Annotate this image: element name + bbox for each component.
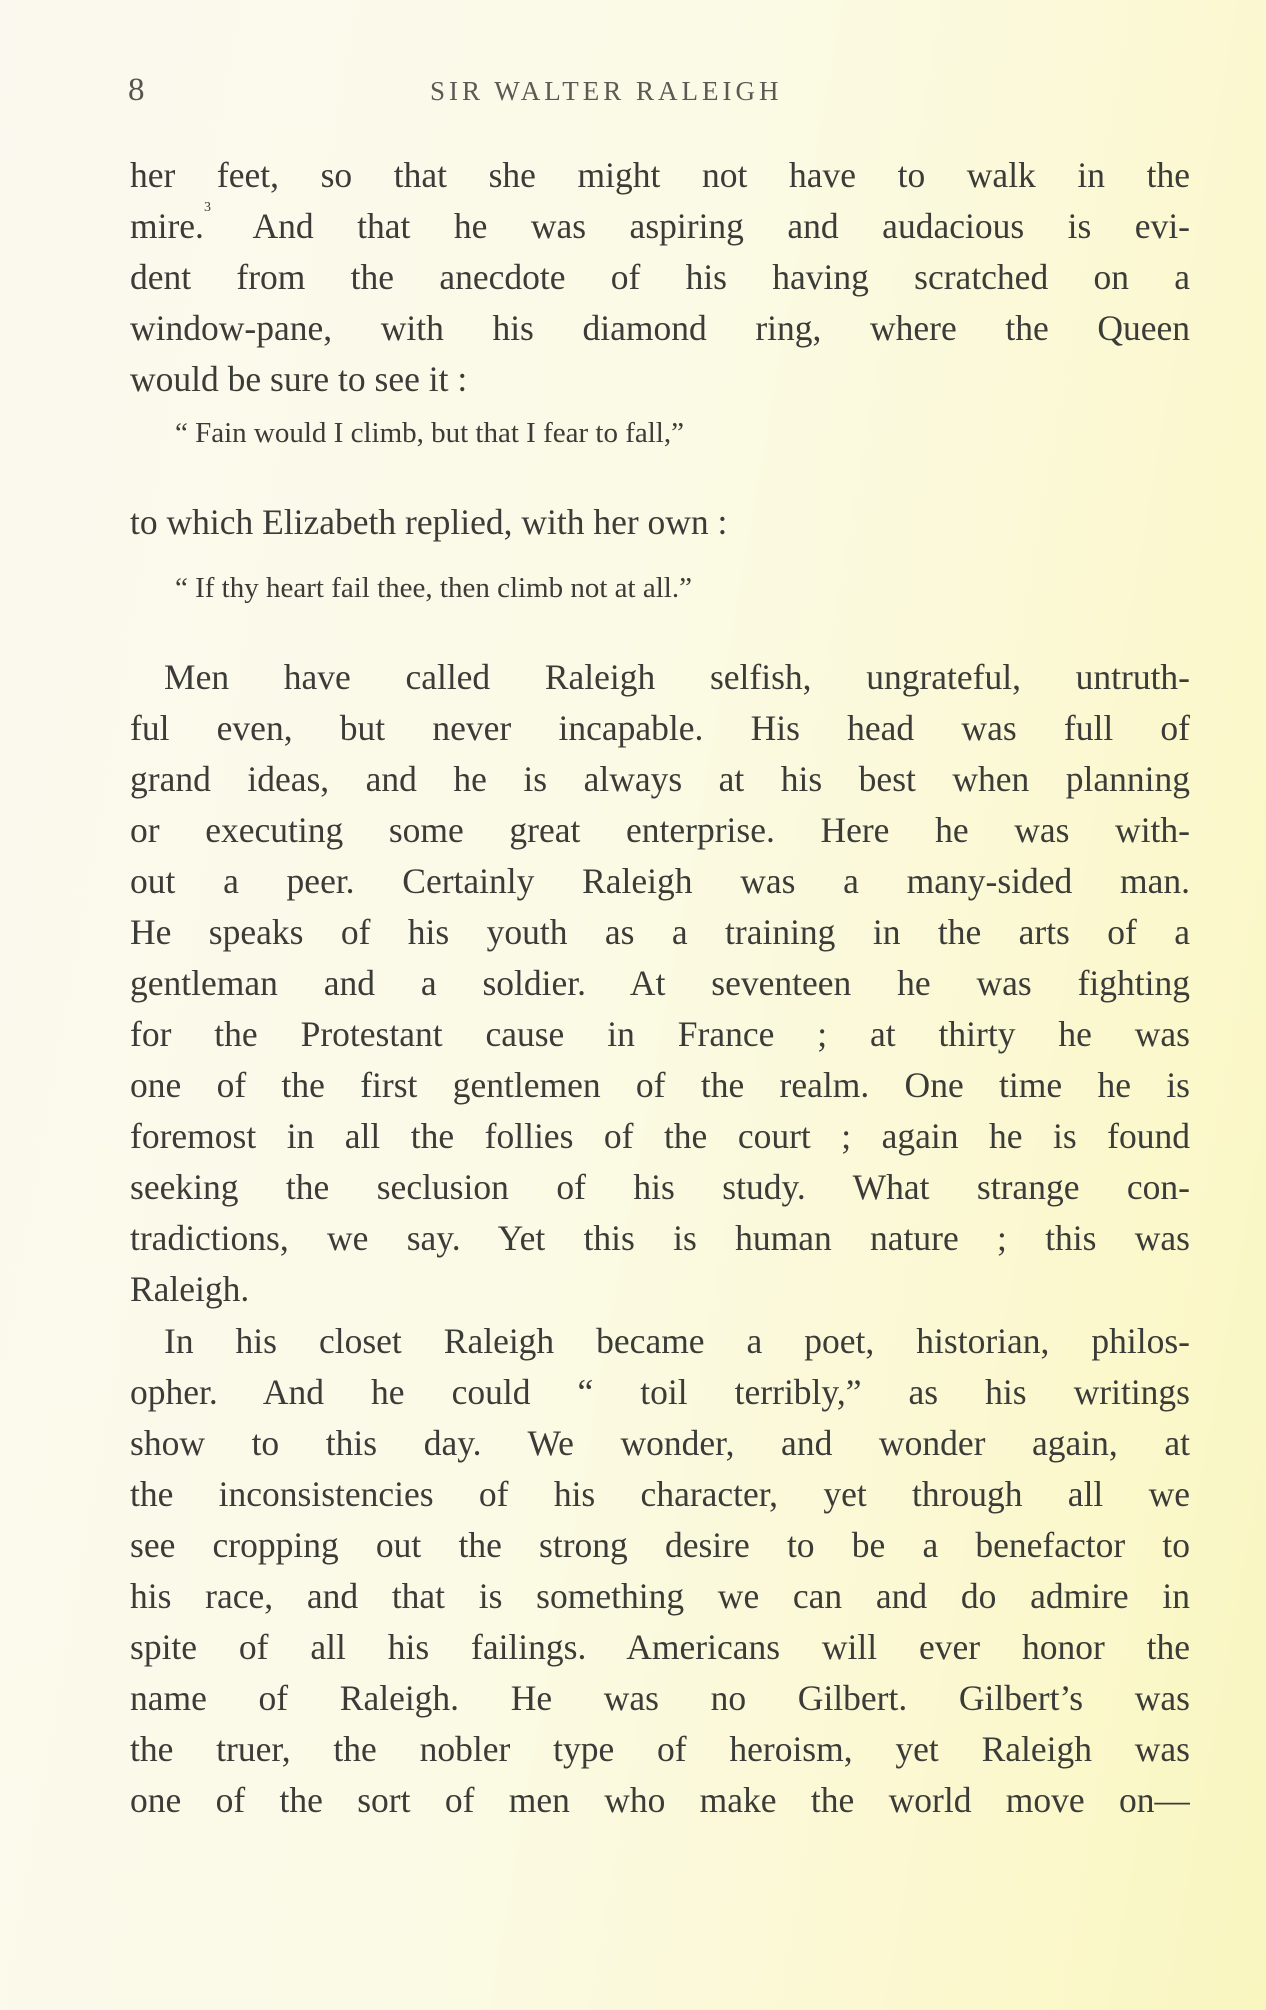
text-line: for the Protestant cause in France ; at thirty he was: [130, 1014, 1190, 1054]
text-line: one of the sort of men who make the world move on—: [130, 1780, 1190, 1820]
page-number: 8: [128, 72, 145, 108]
footnote-marker: 3: [203, 201, 211, 215]
text-line: [130, 201, 1190, 252]
text-line: foremost in all the follies of the court ; again he is found: [130, 1116, 1190, 1156]
verse-quote-2: “ If thy heart fail thee, then climb not at all.”: [175, 572, 692, 604]
text-line: out a peer. Certainly Raleigh was a many-sided man.: [130, 861, 1190, 901]
paragraph-2: [130, 497, 1190, 548]
text-line: Raleigh.: [130, 1269, 250, 1309]
text-line: In his closet Raleigh became a poet, historian, philos-: [164, 1321, 1190, 1361]
text-line: gentleman and a soldier. At seventeen he was fighting: [130, 963, 1190, 1003]
text-line: dent from the anecdote of his having scratched on a: [130, 257, 1190, 297]
text-line: Men have called Raleigh selfish, ungrateful, untruth-: [164, 657, 1190, 697]
text-line: spite of all his failings. Americans will ever honor the: [130, 1627, 1190, 1667]
text-line: the truer, the nobler type of heroism, yet Raleigh was: [130, 1729, 1190, 1769]
text-line: seeking the seclusion of his study. What strange con-: [130, 1167, 1190, 1207]
text-line: grand ideas, and he is always at his best when planning: [130, 759, 1190, 799]
text-line: name of Raleigh. He was no Gilbert. Gilbert’s was: [130, 1678, 1190, 1718]
paragraph-3: [130, 652, 1190, 1315]
text-line: would be sure to see it :: [130, 359, 468, 399]
paragraph-1: [130, 150, 1190, 405]
text-line: or executing some great enterprise. Here he was with-: [130, 810, 1190, 850]
text-line: ful even, but never incapable. His head was full of: [130, 708, 1190, 748]
text-line: He speaks of his youth as a training in the arts of a: [130, 912, 1190, 952]
text-line: the inconsistencies of his character, yet through all we: [130, 1474, 1190, 1514]
text-line: tradictions, we say. Yet this is human nature ; this was: [130, 1218, 1190, 1258]
text-line: show to this day. We wonder, and wonder again, at: [130, 1423, 1190, 1463]
paragraph-4: [130, 1316, 1190, 1826]
text-line: window-pane, with his diamond ring, where the Queen: [130, 308, 1190, 348]
text-fragment: mire.: [130, 206, 204, 246]
text-line: his race, and that is something we can and do admire in: [130, 1576, 1190, 1616]
running-head: [128, 72, 1188, 112]
verse-quote-1: “ Fain would I climb, but that I fear to fall,”: [175, 417, 684, 449]
text-line: to which Elizabeth replied, with her own :: [130, 502, 728, 542]
text-fragment: And that he was aspiring and audacious is evi-: [252, 206, 1190, 246]
text-line: opher. And he could “ toil terribly,” as his writings: [130, 1372, 1190, 1412]
running-title: SIR WALTER RALEIGH: [430, 76, 783, 106]
text-line: one of the first gentlemen of the realm. One time he is: [130, 1065, 1190, 1105]
text-line: see cropping out the strong desire to be a benefactor to: [130, 1525, 1190, 1565]
text-line: her feet, so that she might not have to walk in the: [130, 155, 1190, 195]
